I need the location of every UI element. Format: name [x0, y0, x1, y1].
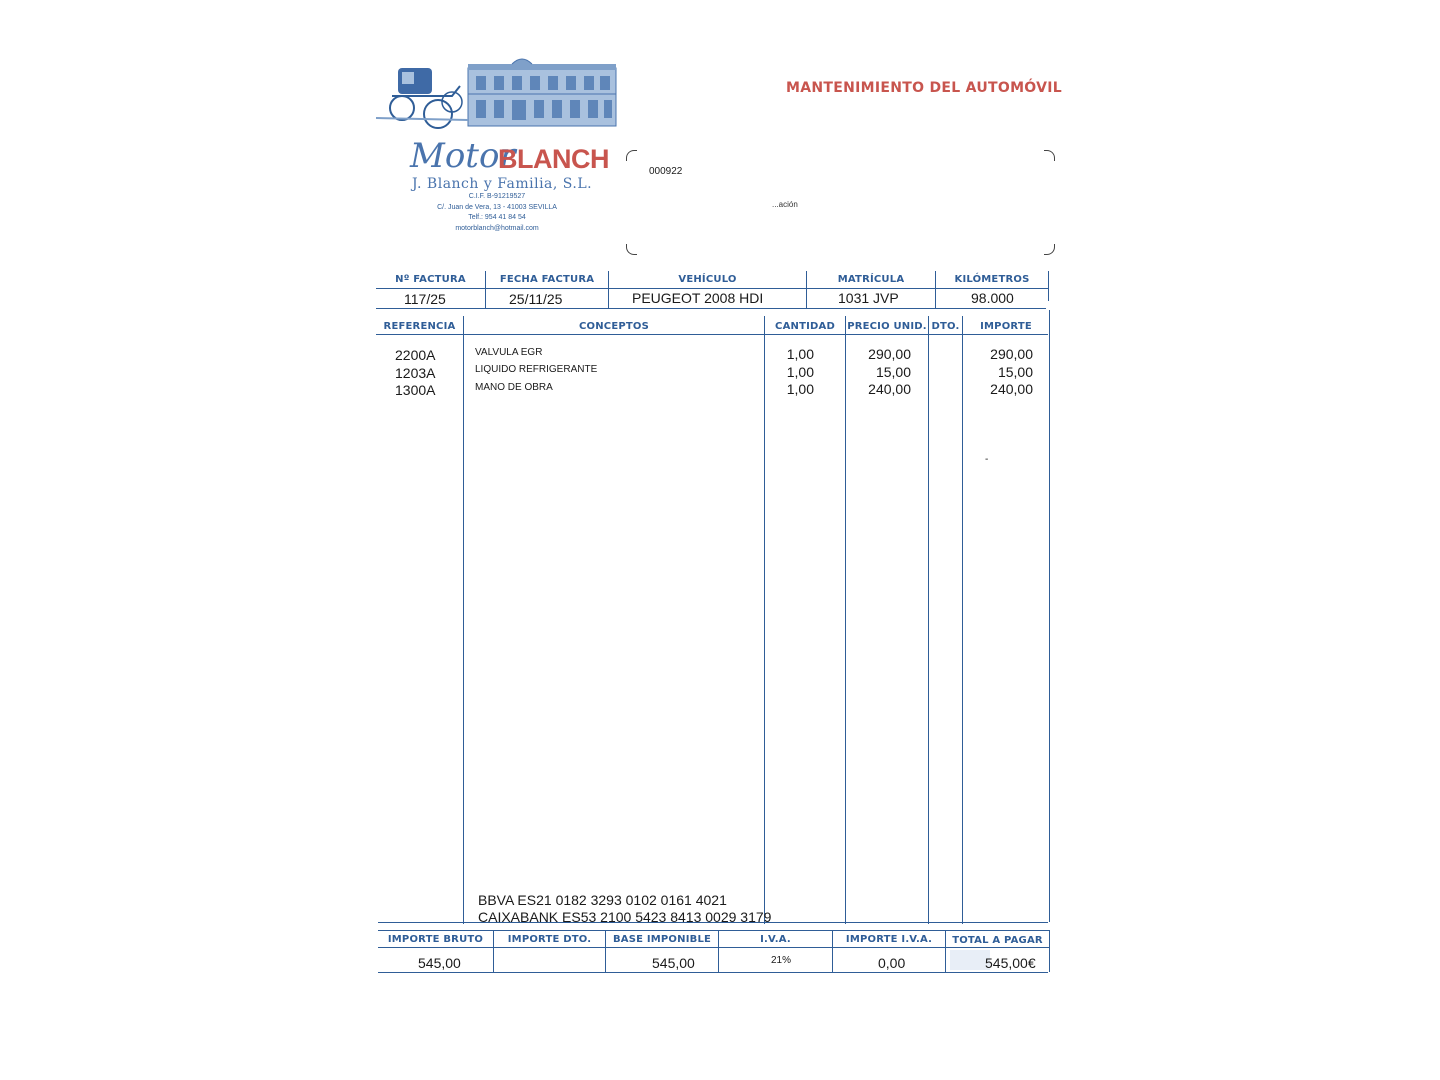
row-1-reference: 2200A — [395, 347, 436, 363]
header-concepts: CONCEPTOS — [578, 321, 650, 332]
totals-mid-line — [378, 947, 1050, 948]
brand-script: Motor — [410, 136, 516, 176]
header-vat-rate: I.V.A. — [760, 934, 791, 945]
items-divider — [962, 316, 963, 924]
company-address: C/. Juan de Vera, 13 - 41003 SEVILLA — [437, 204, 557, 211]
header-amount: IMPORTE — [980, 321, 1032, 332]
row-1-quantity: 1,00 — [786, 346, 814, 362]
header-discount-amount: IMPORTE DTO. — [507, 934, 592, 945]
client-box-corner-bl — [626, 244, 637, 255]
header-plate: MATRÍCULA — [837, 274, 905, 285]
company-legal-name: J. Blanch y Familia, S.L. — [412, 176, 593, 192]
row-1-amount: 290,00 — [990, 346, 1033, 362]
totals-bottom-line — [378, 972, 1048, 973]
info-top-line — [376, 288, 1048, 289]
items-divider — [764, 316, 765, 924]
info-divider — [1048, 271, 1049, 301]
client-box-corner-tl — [626, 150, 637, 161]
company-email: motorblanch@hotmail.com — [455, 225, 539, 232]
header-discount: DTO. — [931, 321, 960, 332]
client-text-fragment: ...ación — [772, 200, 798, 209]
stray-mark: - — [985, 454, 989, 465]
vehicle: PEUGEOT 2008 HDI — [632, 290, 764, 306]
row-2-reference: 1203A — [395, 365, 436, 381]
company-logo-illustration — [372, 56, 622, 136]
gross-amount: 545,00 — [418, 955, 461, 971]
header-total-due: TOTAL A PAGAR — [952, 935, 1043, 946]
company-cif: C.I.F. B-91219527 — [468, 193, 526, 200]
row-3-amount: 240,00 — [990, 381, 1033, 397]
license-plate: 1031 JVP — [838, 290, 899, 306]
row-2-quantity: 1,00 — [786, 364, 814, 380]
header-reference: REFERENCIA — [383, 321, 456, 332]
totals-top-line — [378, 930, 1050, 931]
row-2-concept: LIQUIDO REFRIGERANTE — [475, 364, 598, 375]
client-box-corner-br — [1044, 244, 1055, 255]
info-bottom-line — [376, 308, 1046, 309]
tax-base: 545,00 — [652, 955, 695, 971]
row-2-amount: 15,00 — [997, 364, 1033, 380]
items-divider — [845, 316, 846, 924]
brand-name: BLANCH — [498, 144, 609, 174]
vat-rate: 21% — [771, 955, 792, 966]
header-kilometers: KILÓMETROS — [954, 274, 1030, 285]
items-divider — [928, 316, 929, 924]
client-code: 000922 — [649, 166, 683, 177]
header-tax-base: BASE IMPONIBLE — [612, 934, 712, 945]
header-gross-amount: IMPORTE BRUTO — [387, 934, 484, 945]
header-vat-amount: IMPORTE I.V.A. — [845, 934, 933, 945]
bank-account-1: BBVA ES21 0182 3293 0102 0161 4021 — [478, 892, 727, 908]
items-right-border — [1049, 310, 1050, 922]
total-due-shading — [950, 950, 990, 970]
row-3-concept: MANO DE OBRA — [475, 382, 553, 393]
kilometers: 98.000 — [971, 290, 1014, 306]
header-invoice-date: FECHA FACTURA — [499, 274, 595, 285]
row-3-unit-price: 240,00 — [868, 381, 911, 397]
document-title: MANTENIMIENTO DEL AUTOMÓVIL — [786, 80, 1062, 96]
items-divider — [463, 316, 464, 924]
company-phone: Telf.: 954 41 84 54 — [468, 214, 526, 221]
row-1-unit-price: 290,00 — [868, 346, 911, 362]
header-unit-price: PRECIO UNID. — [847, 321, 927, 332]
invoice-date: 25/11/25 — [509, 291, 563, 307]
header-invoice-number: Nº FACTURA — [395, 274, 466, 285]
client-box-corner-tr — [1044, 150, 1055, 161]
vat-amount: 0,00 — [878, 955, 906, 971]
items-header-line — [376, 334, 1048, 335]
invoice-number: 117/25 — [404, 291, 446, 307]
header-vehicle: VEHÍCULO — [678, 274, 737, 285]
total-due: 545,00€ — [985, 955, 1036, 971]
row-3-quantity: 1,00 — [786, 381, 814, 397]
bank-account-2: CAIXABANK ES53 2100 5423 8413 0029 3179 — [478, 909, 772, 925]
row-1-concept: VALVULA EGR — [475, 347, 543, 358]
header-quantity: CANTIDAD — [775, 321, 835, 332]
totals-right-border — [1049, 930, 1050, 972]
row-3-reference: 1300A — [395, 382, 436, 398]
row-2-unit-price: 15,00 — [875, 364, 911, 380]
